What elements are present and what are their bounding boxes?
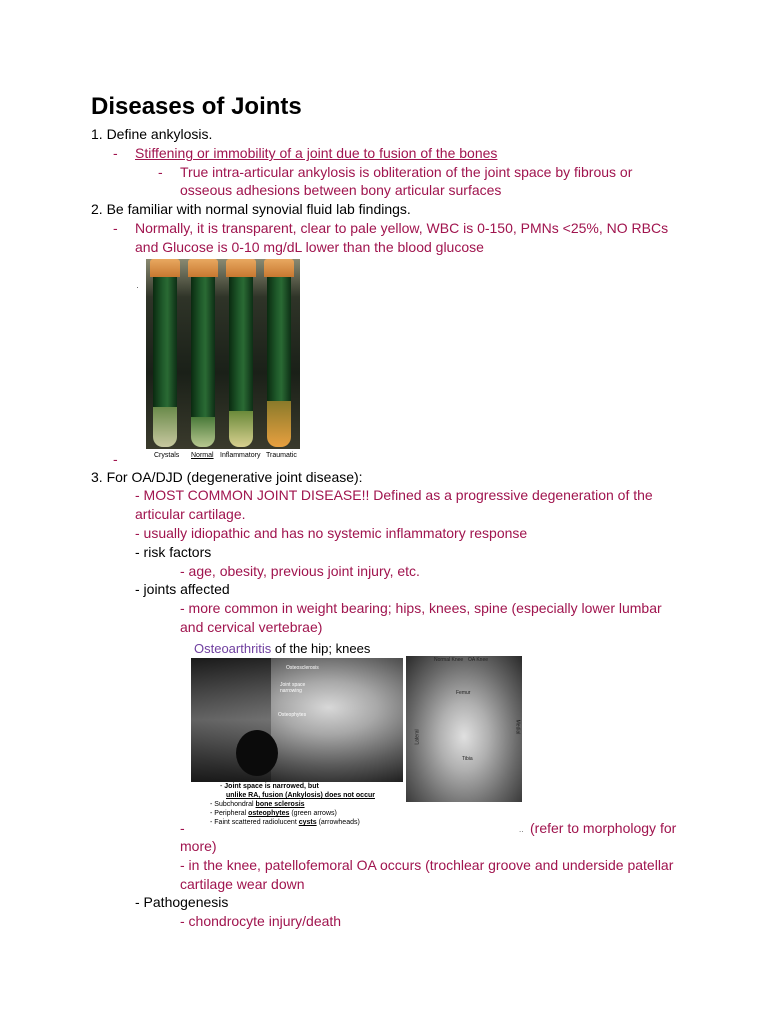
refer-morphology-a: (refer to morphology for xyxy=(530,820,677,836)
q1-dash: - xyxy=(113,145,118,161)
tube-label-crystals: Crystals xyxy=(154,452,180,459)
question-1: 1. Define ankylosis. xyxy=(91,126,213,142)
knee-xray xyxy=(406,656,522,802)
tube-label-inflammatory: Inflammatory xyxy=(220,452,261,459)
question-3: 3. For OA/DJD (degenerative joint disease): xyxy=(91,469,363,485)
refer-morphology-b: more) xyxy=(180,838,217,854)
q3-line-1b: articular cartilage. xyxy=(135,506,246,522)
joints-affected-a: - more common in weight bearing; hips, knees, spine (especially lower lumbar xyxy=(180,600,662,616)
q2-line-1: Normally, it is transparent, clear to pale yellow, WBC is 0-150, PMNs <25%, NO RBCs xyxy=(135,220,669,236)
q2-line-2: and Glucose is 0-10 mg/dL lower than the blood glucose xyxy=(135,239,484,255)
q2-figure-dash: - xyxy=(113,451,118,467)
knee-oa-a: - in the knee, patellofemoral OA occurs (trochlear groove and underside patellar xyxy=(180,857,674,873)
synovial-fluid-tubes-image xyxy=(146,259,300,460)
q1-sub-line-1: True intra-articular ankylosis is obliteration of the joint space by fibrous or xyxy=(180,164,633,180)
pathogenesis-header: - Pathogenesis xyxy=(135,894,229,910)
tube-label-traumatic: Traumatic xyxy=(266,452,297,459)
risk-factors-items: - age, obesity, previous joint injury, etc. xyxy=(180,563,420,579)
q1-answer: Stiffening or immobility of a joint due to fusion of the bones xyxy=(135,145,498,161)
q3-line-1a: - MOST COMMON JOINT DISEASE!! Defined as a progressive degeneration of the xyxy=(135,487,653,503)
q3-line-2: - usually idiopathic and has no systemic inflammatory response xyxy=(135,525,528,541)
joints-affected-b: and cervical vertebrae) xyxy=(180,619,323,635)
question-2: 2. Be familiar with normal synovial fluid lab findings. xyxy=(91,201,411,217)
oa-figure-dash: - xyxy=(180,820,185,836)
page-title: Diseases of Joints xyxy=(91,93,302,120)
q1-sub-dash: - xyxy=(158,164,163,180)
oa-figure-marker: .. xyxy=(519,825,524,834)
figure-dot: · xyxy=(136,282,139,292)
q1-sub-line-2: osseous adhesions between bony articular surfaces xyxy=(180,182,502,198)
q2-dash: - xyxy=(113,220,118,236)
oa-figure-title: Osteoarthritis of the hip; knees xyxy=(194,641,371,656)
risk-factors-header: - risk factors xyxy=(135,544,212,560)
osteoarthritis-image: Osteoarthritis of the hip; knees Osteosclerosis Joint space narrowing Osteophytes Normal Knee OA Knee Femur Tibia Lateral Medial - Joint space is narrowed, but unlike RA, fusion (Ankylosis) does not occur - Subchondral bone sclerosis - Peripheral osteophytes (green arrows) - Faint scattered radiolucent cysts (arrowheads) xyxy=(188,638,524,832)
pathogenesis-item: - chondrocyte injury/death xyxy=(180,913,342,929)
joints-affected-header: - joints affected xyxy=(135,581,230,597)
knee-oa-b: cartilage wear down xyxy=(180,876,305,892)
tube-label-normal: Normal xyxy=(191,452,214,459)
oa-figure-bullets: - Joint space is narrowed, but unlike RA, fusion (Ankylosis) does not occur - Subchondral bone sclerosis - Peripheral osteophytes (green arrows) - Faint scattered radiolucent cysts (arrowheads) xyxy=(210,783,375,826)
